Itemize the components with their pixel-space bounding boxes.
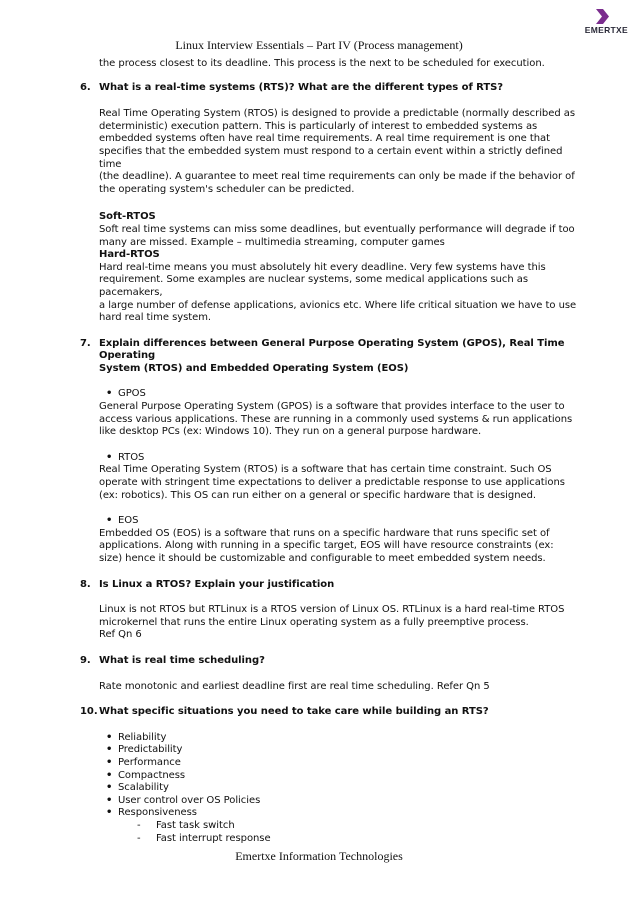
- answer-line: embedded systems often have real time requirements. A real time requirement is one that: [99, 133, 550, 145]
- question-number: 7.: [80, 337, 91, 349]
- bullet-icon: •: [106, 782, 113, 794]
- list-item-label: User control over OS Policies: [118, 794, 261, 806]
- list-item-label: Reliability: [118, 731, 167, 743]
- bullet-label: RTOS: [118, 451, 145, 463]
- logo-text: EMERTXE: [584, 25, 628, 35]
- dash-icon: -: [137, 832, 141, 844]
- bullet-icon: •: [106, 744, 113, 756]
- q10-answer: [80, 732, 580, 845]
- list-item-label: Scalability: [118, 782, 169, 794]
- answer-line: Real Time Operating System (RTOS) is designed to provide a predictable (normally described as: [99, 108, 575, 120]
- document-body: [80, 58, 580, 845]
- bullet-icon: •: [106, 769, 113, 781]
- answer-line: General Purpose Operating System (GPOS) is a software that provides interface to the user to: [99, 401, 565, 413]
- list-item: [99, 807, 580, 820]
- answer-line: Soft real time systems can miss some deadlines, but eventually performance will degrade if too: [99, 223, 575, 235]
- emertxe-logo: [572, 9, 628, 37]
- q7-answer: [80, 388, 580, 565]
- question-number: 6.: [80, 81, 91, 93]
- question-6: [80, 82, 580, 95]
- question-text: What is real time scheduling?: [99, 654, 265, 666]
- answer-line: a large number of defense applications, avionics etc. Where life critical situation we have to use: [99, 299, 577, 311]
- question-7: [80, 338, 580, 376]
- q9-answer: Rate monotonic and earliest deadline first are real time scheduling. Refer Qn 5: [99, 680, 490, 692]
- bullet-icon: •: [106, 756, 113, 768]
- list-item: [99, 744, 580, 757]
- list-item-label: Responsiveness: [118, 807, 197, 819]
- soft-rtos-heading: Soft-RTOS: [99, 211, 156, 223]
- answer-line: (ex: robotics). This OS can run either on a general or specific hardware that is designed.: [99, 489, 537, 501]
- question-text: System (RTOS) and Embedded Operating System (EOS): [99, 362, 409, 374]
- rtos-bullet: [99, 452, 580, 465]
- sub-list-item-label: Fast interrupt response: [156, 832, 271, 844]
- answer-line: requirement. Some examples are nuclear systems, some medical applications such as pacemakers,: [99, 274, 529, 298]
- question-9: [80, 655, 580, 668]
- answer-line: access various applications. These are running in a commonly used systems & run applications: [99, 413, 573, 425]
- answer-line: hard real time system.: [99, 312, 212, 324]
- question-number: 10.: [80, 706, 98, 718]
- answer-line: operate with stringent time expectations to deliver a predictable response to use applications: [99, 477, 565, 489]
- answer-line: Real Time Operating System (RTOS) is a software that has certain time constraint. Such OS: [99, 464, 552, 476]
- question-text: Explain differences between General Purpose Operating System (GPOS), Real Time Operating: [99, 337, 565, 362]
- q6-answer: [80, 108, 580, 325]
- gpos-bullet: [99, 388, 580, 401]
- bullet-icon: •: [106, 451, 113, 463]
- bullet-icon: •: [106, 731, 113, 743]
- page-header-title: Linux Interview Essentials – Part IV (Process management): [175, 38, 463, 52]
- answer-line: many are missed. Example – multimedia streaming, computer games: [99, 236, 445, 248]
- question-8: [80, 579, 580, 592]
- sub-list-item-label: Fast task switch: [156, 819, 235, 831]
- question-text: What is a real-time systems (RTS)? What are the different types of RTS?: [99, 81, 504, 93]
- intro-line: the process closest to its deadline. This process is the next to be scheduled for execution.: [99, 58, 545, 69]
- question-number: 8.: [80, 578, 91, 590]
- sub-list-item: [137, 833, 580, 846]
- list-item: [99, 770, 580, 783]
- answer-line: Hard real-time means you must absolutely hit every deadline. Very few systems have this: [99, 261, 546, 273]
- q8-answer: [80, 604, 580, 642]
- question-10: [80, 706, 580, 719]
- answer-line: Embedded OS (EOS) is a software that runs on a specific hardware that runs specific set of: [99, 527, 550, 539]
- answer-line: (the deadline). A guarantee to meet real time requirements can only be made if the behavior of: [99, 171, 575, 183]
- chevron-logo-icon: [594, 9, 610, 24]
- question-text: Is Linux a RTOS? Explain your justification: [99, 578, 335, 590]
- question-text: What specific situations you need to take care while building an RTS?: [99, 706, 489, 718]
- bullet-icon: •: [106, 388, 113, 400]
- list-item: [99, 732, 580, 745]
- page-footer: Emertxe Information Technologies: [235, 849, 403, 863]
- answer-line: like desktop PCs (ex: Windows 10). They run on a general purpose hardware.: [99, 426, 482, 438]
- question-number: 9.: [80, 654, 91, 666]
- answer-line: size) hence it should be customizable and configurable to meet embedded system needs.: [99, 553, 546, 564]
- answer-line: the operating system's scheduler can be predicted.: [99, 183, 355, 195]
- answer-line: microkernel that runs the entire Linux operating system as a fully preemptive process.: [99, 616, 529, 628]
- hard-rtos-heading: Hard-RTOS: [99, 249, 160, 261]
- bullet-icon: •: [106, 807, 113, 819]
- answer-line: Linux is not RTOS but RTLinux is a RTOS version of Linux OS. RTLinux is a hard real-time RTOS: [99, 604, 565, 616]
- bullet-label: EOS: [118, 515, 139, 527]
- answer-line: deterministic) execution pattern. This is particularly of interest to embedded systems as: [99, 120, 538, 132]
- sub-list-item: [137, 820, 580, 833]
- answer-line: specifies that the embedded system must respond to a certain event within a strictly defined time: [99, 145, 563, 170]
- dash-icon: -: [137, 819, 141, 831]
- bullet-label: GPOS: [118, 388, 146, 400]
- answer-line: applications. Along with running in a specific target, EOS will have resource constraints (ex:: [99, 540, 554, 552]
- answer-line: Ref Qn 6: [99, 629, 142, 641]
- list-item-label: Compactness: [118, 769, 186, 781]
- list-item: [99, 757, 580, 770]
- list-item-label: Performance: [118, 756, 181, 768]
- list-item-label: Predictability: [118, 744, 183, 756]
- list-item: [99, 795, 580, 808]
- bullet-icon: •: [106, 794, 113, 806]
- list-item: [99, 782, 580, 795]
- sub-list: [99, 820, 580, 845]
- bullet-icon: •: [106, 515, 113, 527]
- eos-bullet: [99, 515, 580, 528]
